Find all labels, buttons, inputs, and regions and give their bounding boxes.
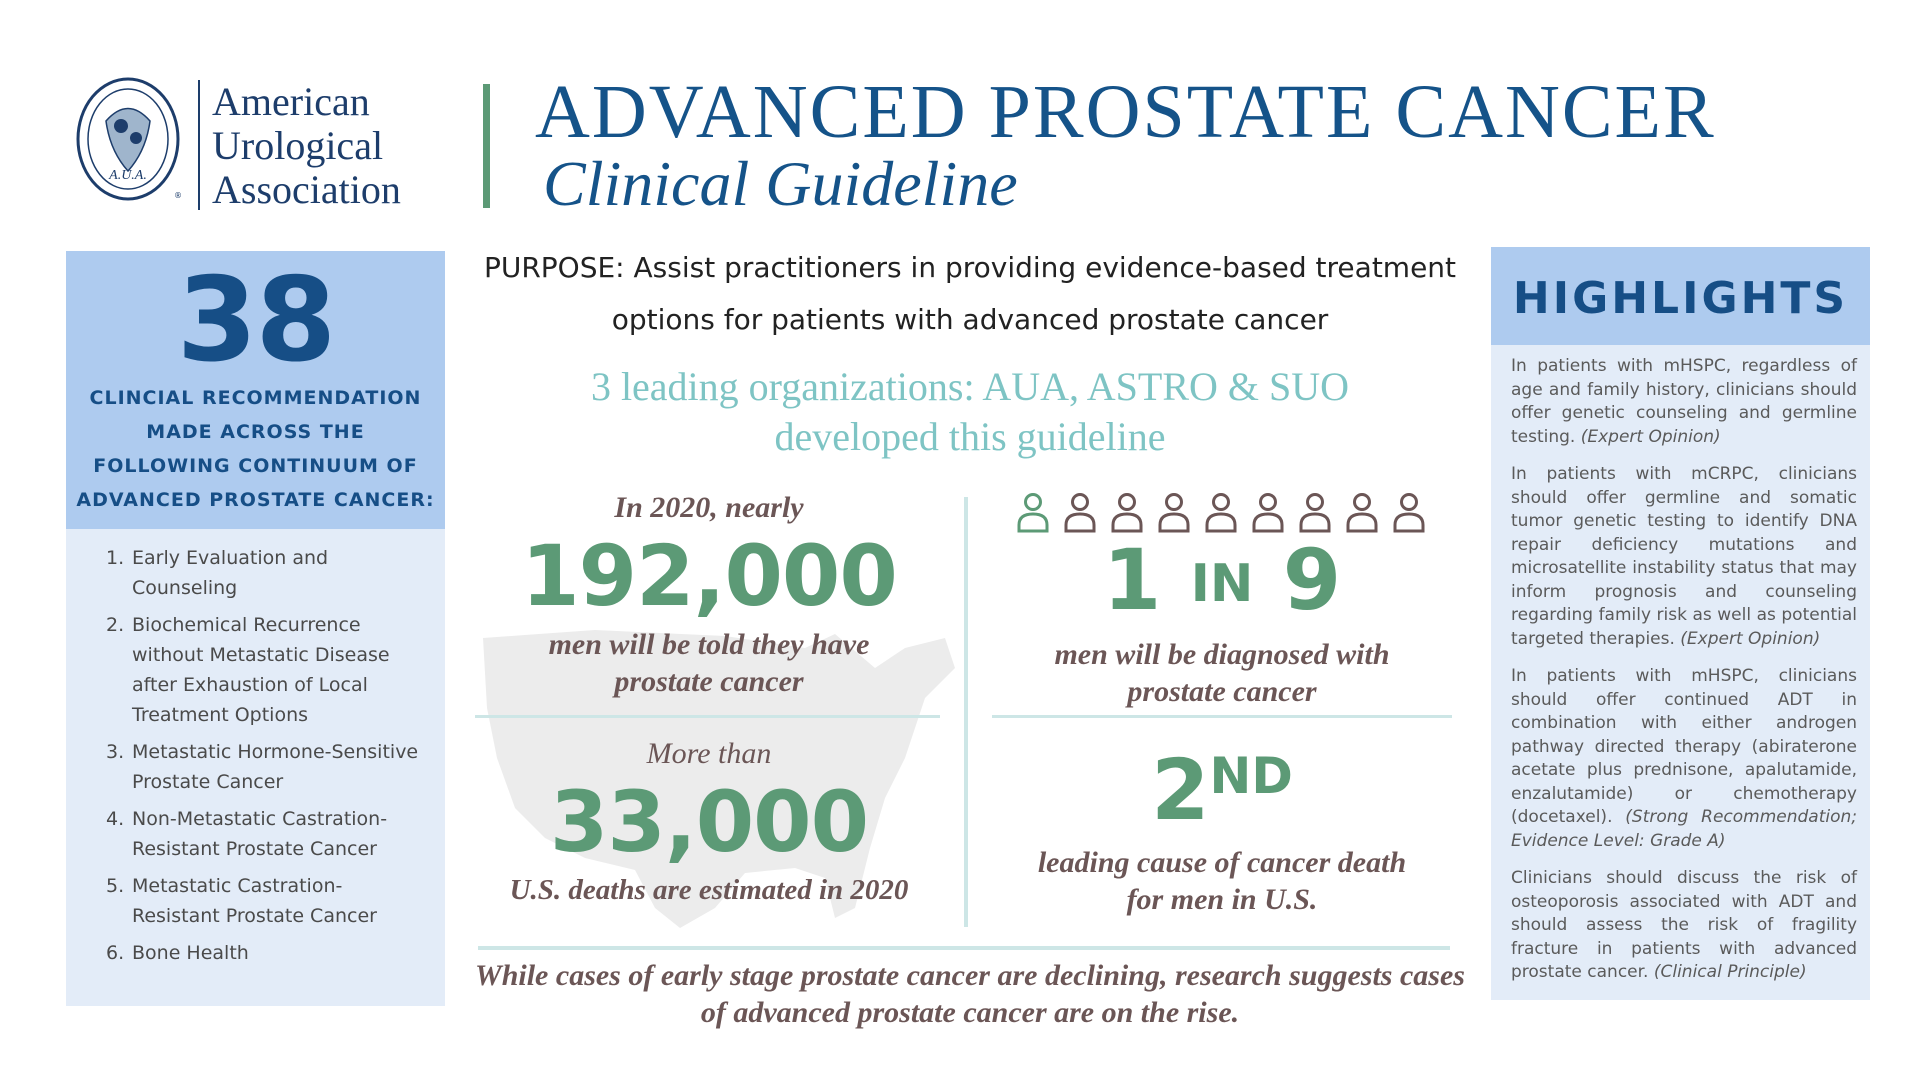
stat-lead: In 2020, nearly xyxy=(614,491,804,524)
org-name xyxy=(198,80,401,210)
highlight-text: In patients with mHSPC, regardless of age and family history, clinicians should offer genetic counseling and germline testing. xyxy=(1511,356,1857,447)
stat-lead: More than xyxy=(646,737,772,770)
highlights-body xyxy=(1511,355,1857,999)
person-icon xyxy=(1063,492,1097,534)
list-item-text: Early Evaluation and Counseling xyxy=(132,547,329,599)
org-name-line: American xyxy=(212,79,370,124)
page-subtitle: Clinical Guideline xyxy=(543,148,1018,219)
list-item-number: 1. xyxy=(106,547,125,569)
org-name-line: Urological xyxy=(212,123,384,168)
person-icon xyxy=(1345,492,1379,534)
list-item xyxy=(106,938,426,968)
highlight-text: In patients with mHSPC, clinicians should offer continued ADT in combination with either androgen pathway directed therapy (abiraterone acetate plus prednisone, apalutamide, enzalutamide) or chemotherapy (docetaxel). xyxy=(1511,666,1857,827)
highlight-text: In patients with mCRPC, clinicians should offer germline and somatic tumor genetic testing to identify DNA repair deficiency mutations and microsatellite instability status that may inform prognosis and counseling regarding family risk as well as potential targeted therapies. xyxy=(1511,464,1857,649)
list-item-number: 3. xyxy=(106,741,125,763)
list-item xyxy=(106,737,426,797)
aua-seal-logo xyxy=(76,76,186,206)
stat-caption: men will be diagnosed with prostate cancer xyxy=(1054,638,1390,708)
highlight-tag: (Expert Opinion) xyxy=(1580,426,1721,447)
highlight-tag: (Strong Recommendation; Evidence Level: Grade A) xyxy=(1511,807,1857,851)
svg-text:A.U.A.: A.U.A. xyxy=(109,168,147,183)
highlight-tag: (Clinical Principle) xyxy=(1653,962,1807,982)
recommendations-panel xyxy=(66,251,445,1006)
person-icon xyxy=(1392,492,1426,534)
recommendations-header xyxy=(66,251,445,529)
svg-text:®: ® xyxy=(174,191,182,200)
person-icon xyxy=(1298,492,1332,534)
list-item-text: Metastatic Hormone-Sensitive Prostate Cancer xyxy=(132,741,419,793)
recommendation-heading: CLINCIAL RECOMMENDATION MADE ACROSS THE FOLLOWING CONTINUUM OF ADVANCED PROSTATE CANCER: xyxy=(76,387,435,511)
list-item xyxy=(106,543,426,603)
person-icon xyxy=(1110,492,1144,534)
list-item-number: 6. xyxy=(106,942,125,964)
stat-number xyxy=(992,530,1452,634)
header-accent-bar xyxy=(483,84,490,208)
highlight-item xyxy=(1511,355,1857,449)
stat-cause-rank xyxy=(992,726,1452,918)
person-icon xyxy=(1251,492,1285,534)
stat-number-part: 1 xyxy=(1102,531,1162,629)
continuum-list xyxy=(106,543,426,975)
list-item xyxy=(106,871,426,931)
highlights-title: HIGHLIGHTS xyxy=(1512,273,1849,324)
closing-divider xyxy=(478,946,1450,950)
list-item-number: 2. xyxy=(106,614,125,636)
stat-number: 192,000 xyxy=(521,527,897,625)
list-item-text: Biochemical Recurrence without Metastatic Disease after Exhaustion of Local Treatment Options xyxy=(132,614,390,726)
stat-number-part: 9 xyxy=(1282,531,1342,629)
stat-number: 33,000 xyxy=(549,773,869,871)
stat-number xyxy=(992,726,1452,840)
stat-divider-horizontal xyxy=(992,715,1452,718)
stat-deaths xyxy=(478,736,940,908)
page-title: ADVANCED PROSTATE CANCER xyxy=(535,70,1716,154)
person-icon xyxy=(1157,492,1191,534)
list-item-number: 5. xyxy=(106,875,125,897)
stat-number-word: IN xyxy=(1190,554,1254,614)
person-icon xyxy=(1016,492,1050,534)
stat-divider-vertical xyxy=(964,497,968,927)
highlight-text: Clinicians should discuss the risk of osteoporosis associated with ADT and should assess the risk of fragility fracture in patients with advanced prostate cancer. xyxy=(1511,868,1857,982)
purpose-statement: PURPOSE: Assist practitioners in providing evidence-based treatment options for patients with advanced prostate cancer xyxy=(483,251,1457,336)
organizations-line xyxy=(520,362,1420,462)
highlights-header xyxy=(1491,247,1870,345)
closing-statement: While cases of early stage prostate cancer are declining, research suggests cases of advanced prostate cancer are on the rise. xyxy=(475,959,1465,1029)
stat-rank-suffix: ND xyxy=(1209,747,1293,805)
stat-caption: men will be told they have prostate cancer xyxy=(548,628,870,698)
org-name-line: Association xyxy=(212,167,401,212)
person-icon xyxy=(1204,492,1238,534)
list-item-text: Bone Health xyxy=(132,942,249,964)
highlight-item xyxy=(1511,665,1857,853)
stat-divider-horizontal xyxy=(475,715,940,718)
organizations-text: developed this guideline xyxy=(774,414,1166,459)
stat-caption: U.S. deaths are estimated in 2020 xyxy=(509,874,909,906)
list-item xyxy=(106,610,426,730)
list-item-number: 4. xyxy=(106,808,125,830)
stat-one-in-nine xyxy=(992,530,1452,710)
recommendation-count: 38 xyxy=(176,253,335,388)
highlight-tag: (Expert Opinion) xyxy=(1680,628,1821,649)
stat-new-cases xyxy=(478,490,940,700)
highlight-item xyxy=(1511,463,1857,651)
highlights-panel xyxy=(1491,247,1870,1000)
organizations-text: 3 leading organizations: AUA, ASTRO & SUO xyxy=(590,364,1350,409)
list-item xyxy=(106,804,426,864)
stat-rank-number: 2 xyxy=(1151,741,1210,839)
list-item-text: Non-Metastatic Castration-Resistant Prostate Cancer xyxy=(132,808,388,860)
list-item-text: Metastatic Castration-Resistant Prostate Cancer xyxy=(132,875,377,927)
highlight-item xyxy=(1511,867,1857,985)
stat-caption: leading cause of cancer death for men in U.S. xyxy=(1037,846,1407,916)
